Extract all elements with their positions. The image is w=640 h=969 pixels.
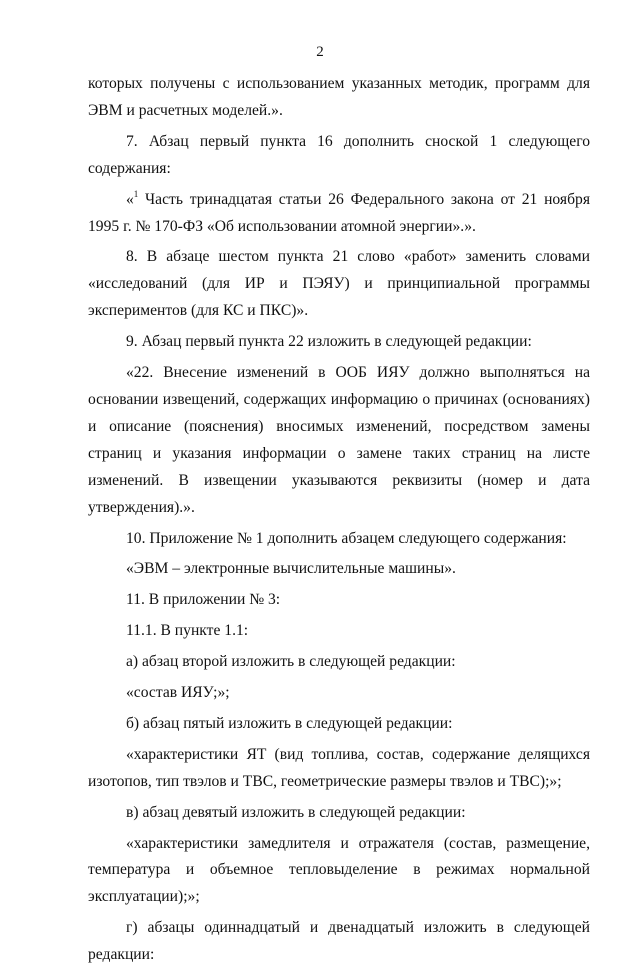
paragraph-item-10: 10. Приложение № 1 дополнить абзацем следующего содержания:	[126, 529, 567, 547]
document-body	[88, 71, 590, 969]
paragraph-item-22-text: «22. Внесение изменений в ООБ ИЯУ должно выполняться на основании извещений, содержащих информацию о причинах (основаниях) и описание (пояснения) вносимых изменений, посредством замены страниц и указания информации о замене таких страниц на листе изменений. В извещении указываются реквизиты (номер и дата утверждения).».	[88, 364, 590, 516]
paragraph-subitem-v: в) абзац девятый изложить в следующей редакции:	[126, 803, 466, 821]
paragraph-continuation: которых получены с использованием указанных методик, программ для ЭВМ и расчетных моделей.».	[88, 75, 590, 119]
footnote-body: Часть тринадцатая статьи 26 Федерального закона от 21 ноября 1995 г. № 170-ФЗ «Об использовании атомной энергии».».	[88, 190, 590, 235]
paragraph-subitem-b-text: «характеристики ЯТ (вид топлива, состав, содержание делящихся изотопов, тип твэлов и ТВС, геометрические размеры твэлов и ТВС);»;	[88, 745, 590, 790]
paragraph-subitem-v-text: «характеристики замедлителя и отражателя (состав, размещение, температура и объемное тепловыделение в режимах нормальной эксплуатации);»;	[88, 834, 590, 906]
paragraph-item-9: 9. Абзац первый пункта 22 изложить в следующей редакции:	[126, 333, 532, 351]
paragraph-subitem-g: г) абзацы одиннадцатый и двенадцатый изложить в следующей редакции:	[88, 919, 590, 964]
paragraph-item-8: 8. В абзаце шестом пункта 21 слово «работ» заменить словами «исследований (для ИР и ПЭЯУ) и принципиальной программы экспериментов (для КС и ПКС)».	[88, 248, 590, 320]
paragraph-subitem-a-text: «состав ИЯУ;»;	[126, 684, 230, 702]
paragraph-item-11-1: 11.1. В пункте 1.1:	[126, 622, 249, 640]
paragraph-subitem-b: б) абзац пятый изложить в следующей редакции:	[126, 714, 453, 732]
paragraph-item-11: 11. В приложении № 3:	[126, 591, 281, 609]
paragraph-evm-definition: «ЭВМ – электронные вычислительные машины».	[126, 560, 456, 578]
paragraph-footnote-text	[88, 187, 590, 241]
page-number: 2	[316, 44, 324, 60]
footnote-marker: 1	[133, 188, 139, 199]
footnote-open-quote: «	[126, 190, 134, 208]
paragraph-item-7: 7. Абзац первый пункта 16 дополнить сноской 1 следующего содержания:	[88, 132, 590, 177]
paragraph-subitem-a: а) абзац второй изложить в следующей редакции:	[126, 653, 456, 671]
